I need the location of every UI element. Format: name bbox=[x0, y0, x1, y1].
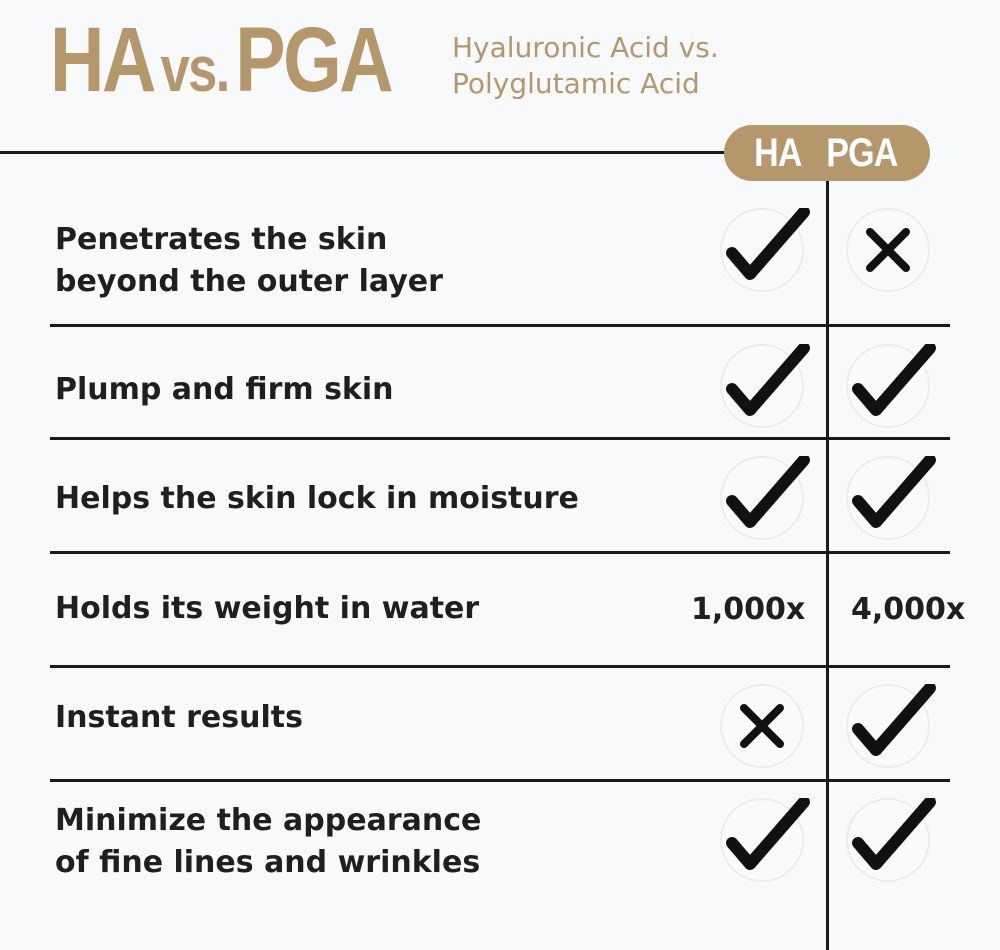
subtitle-line-2: Polyglutamic Acid bbox=[452, 67, 700, 100]
pga-value: 4,000x bbox=[851, 592, 966, 627]
header-rule bbox=[0, 151, 740, 154]
pga-check-icon bbox=[846, 798, 930, 882]
pga-check-icon bbox=[846, 684, 930, 768]
subtitle bbox=[452, 30, 719, 102]
ha-value: 1,000x bbox=[691, 592, 806, 627]
row-divider bbox=[50, 779, 950, 782]
column-header-pill bbox=[724, 125, 930, 181]
title-pga: PGA bbox=[235, 9, 392, 111]
ha-check-icon bbox=[720, 344, 804, 428]
ha-x-icon bbox=[720, 684, 804, 768]
row-label-plump: Plump and firm skin bbox=[55, 372, 394, 407]
ha-check-icon bbox=[720, 456, 804, 540]
row-label-moisture: Helps the skin lock in moisture bbox=[55, 481, 579, 516]
ha-check-icon bbox=[720, 798, 804, 882]
row-divider bbox=[50, 665, 950, 668]
subtitle-line-1: Hyaluronic Acid vs. bbox=[452, 31, 719, 64]
column-header-pga: PGA bbox=[826, 130, 898, 175]
title-ha: HA bbox=[50, 9, 155, 111]
column-divider bbox=[826, 181, 829, 950]
row-divider bbox=[50, 551, 950, 554]
column-header-ha: HA bbox=[754, 130, 802, 175]
row-divider bbox=[50, 324, 950, 327]
row-label-penetrates: Penetrates the skin beyond the outer layer bbox=[55, 222, 443, 299]
title-vs: vs. bbox=[160, 33, 229, 105]
row-label-fine-lines: Minimize the appearance of fine lines and wrinkles bbox=[55, 803, 482, 880]
pga-x-icon bbox=[846, 208, 930, 292]
pga-check-icon bbox=[846, 344, 930, 428]
page-title bbox=[50, 9, 392, 111]
pga-check-icon bbox=[846, 456, 930, 540]
row-divider bbox=[50, 437, 950, 440]
row-label-instant: Instant results bbox=[55, 700, 303, 735]
row-label-weight: Holds its weight in water bbox=[55, 591, 480, 626]
ha-check-icon bbox=[720, 208, 804, 292]
